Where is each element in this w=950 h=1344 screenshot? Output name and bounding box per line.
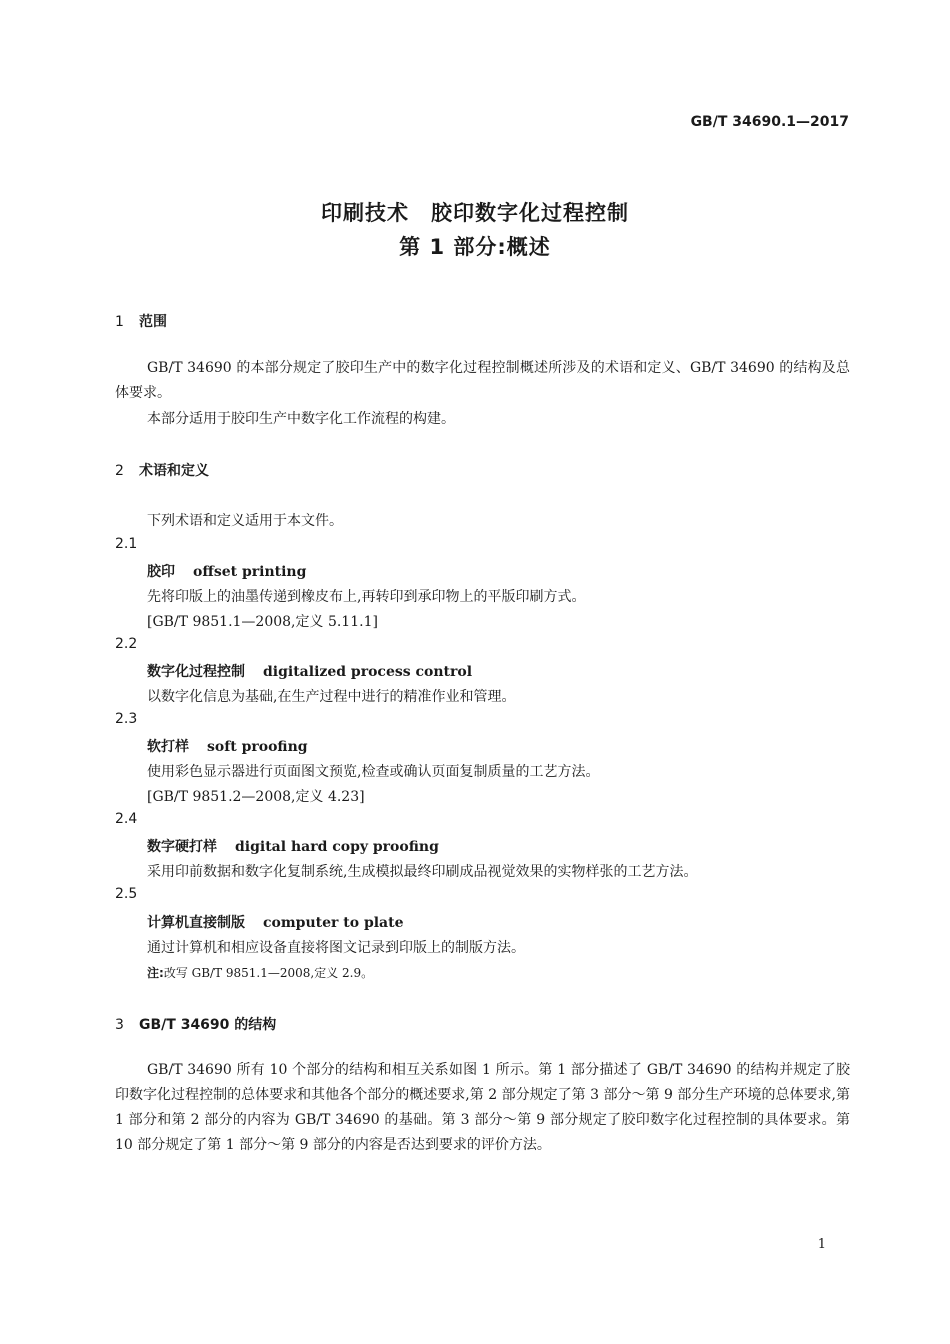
term-definition: 以数字化信息为基础,在生产过程中进行的精准作业和管理。	[147, 689, 516, 705]
clause-number: 2.4	[115, 811, 138, 827]
clause-number: 2.5	[115, 886, 138, 902]
term-definition: 先将印版上的油墨传递到橡皮布上,再转印到承印物上的平版印刷方式。	[147, 589, 586, 605]
term-zh: 数字硬打样	[147, 839, 217, 855]
term-reference: [GB/T 9851.2—2008,定义 4.23]	[147, 789, 365, 805]
term-reference: [GB/T 9851.1—2008,定义 5.11.1]	[147, 614, 378, 630]
document-subtitle: 第 1 部分:概述	[399, 235, 551, 259]
term-en: offset printing	[193, 564, 307, 580]
note-label: 注:	[147, 966, 164, 980]
paragraph: 本部分适用于胶印生产中数字化工作流程的构建。	[147, 411, 455, 427]
section-title: 术语和定义	[139, 463, 209, 479]
term-zh: 软打样	[147, 739, 189, 755]
clause-number: 2.2	[115, 636, 138, 652]
paragraph: GB/T 34690 的本部分规定了胶印生产中的数字化过程控制概述所涉及的术语和定义、GB/T 34690 的结构及总体要求。	[115, 360, 850, 401]
term-zh: 胶印	[147, 564, 175, 580]
section-number: 1	[115, 314, 124, 330]
section-heading-scope	[115, 311, 167, 331]
term-definition: 通过计算机和相应设备直接将图文记录到印版上的制版方法。	[147, 940, 525, 956]
term-definition: 采用印前数据和数字化复制系统,生成模拟最终印刷成品视觉效果的实物样张的工艺方法。	[147, 864, 698, 880]
standard-number: GB/T 34690.1—2017	[690, 114, 849, 130]
paragraph: 下列术语和定义适用于本文件。	[147, 513, 343, 529]
section-heading-terms	[115, 460, 209, 480]
term-entry	[147, 661, 472, 681]
paragraph: GB/T 34690 所有 10 个部分的结构和相互关系如图 1 所示。第 1 部分描述了 GB/T 34690 的结构并规定了胶印数字化过程控制的总体要求和其他各个部分的概述要求,第 2 部分规定了第 3 部分～第 9 部分生产环境的总体要求,第 1 部分和第 2 部分的内容为 GB/T 34690 的基础。第 3 部分～第 9 部分规定了胶印数字化过程控制的具体要求。第 10 部分规定了第 1 部分～第 9 部分的内容是否达到要求的评价方法。	[115, 1062, 850, 1153]
section-number: 2	[115, 463, 124, 479]
term-zh: 数字化过程控制	[147, 664, 245, 680]
section-number: 3	[115, 1017, 124, 1033]
note	[147, 964, 373, 981]
document-title: 印刷技术 胶印数字化过程控制	[321, 201, 629, 225]
term-en: digital hard copy proofing	[235, 839, 439, 855]
page-number: 1	[817, 1237, 826, 1252]
section-title: 范围	[139, 314, 167, 330]
clause-number: 2.3	[115, 711, 138, 727]
term-en: soft proofing	[207, 739, 308, 755]
term-definition: 使用彩色显示器进行页面图文预览,检查或确认页面复制质量的工艺方法。	[147, 764, 600, 780]
note-text: 改写 GB/T 9851.1—2008,定义 2.9。	[163, 966, 374, 980]
term-entry	[147, 736, 308, 756]
term-en: digitalized process control	[263, 664, 473, 680]
term-entry	[147, 836, 439, 856]
term-entry	[147, 561, 306, 581]
term-zh: 计算机直接制版	[147, 915, 245, 931]
term-entry	[147, 912, 404, 932]
clause-number: 2.1	[115, 536, 138, 552]
section-title: GB/T 34690 的结构	[139, 1017, 277, 1033]
term-en: computer to plate	[263, 915, 404, 931]
section-heading-structure	[115, 1014, 276, 1034]
